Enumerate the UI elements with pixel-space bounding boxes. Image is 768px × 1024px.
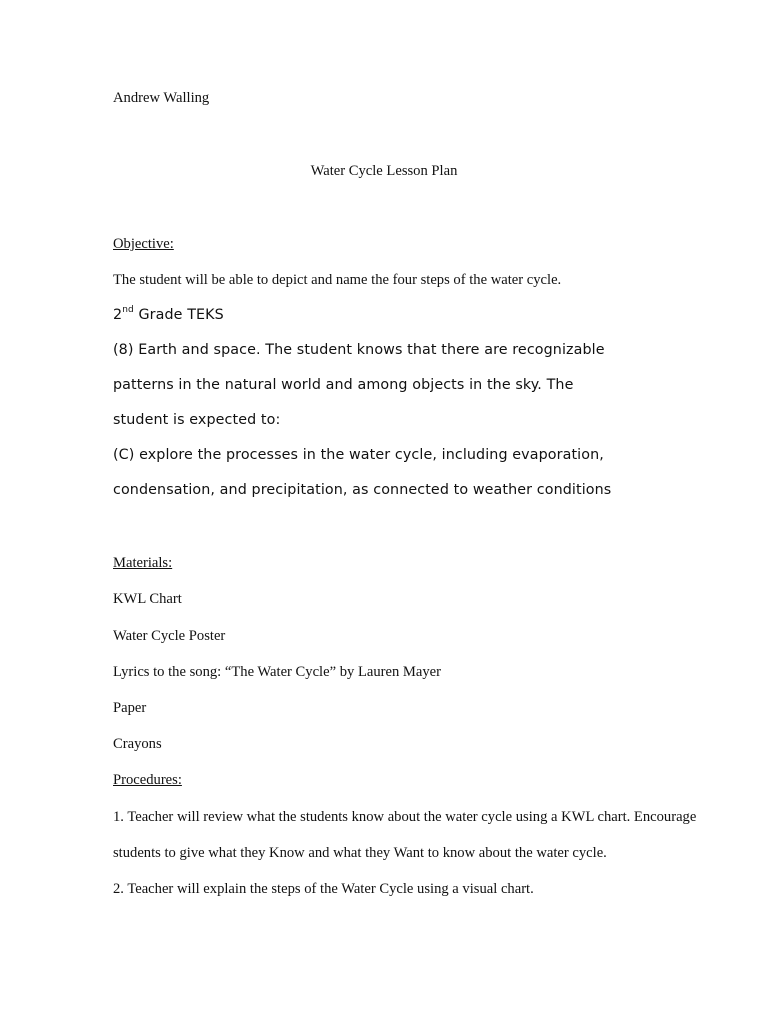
teks-grade-number: 2 [113, 307, 123, 323]
procedure-line: 2. Teacher will explain the steps of the Water Cycle using a visual chart. [113, 881, 534, 897]
teks-line: (8) Earth and space. The student knows that there are recognizable [113, 342, 605, 358]
material-item: Paper [113, 700, 147, 716]
teks-line: (C) explore the processes in the water cycle, including evaporation, [113, 447, 604, 463]
material-item: Crayons [113, 736, 162, 752]
objective-text: The student will be able to depict and name the four steps of the water cycle. [113, 272, 562, 288]
teks-grade-suffix: nd [122, 305, 134, 316]
document-title: Water Cycle Lesson Plan [310, 163, 458, 179]
objective-heading: Objective: [113, 236, 174, 252]
teks-line: condensation, and precipitation, as connected to weather conditions [113, 482, 612, 498]
materials-heading: Materials: [113, 555, 173, 571]
teks-grade-rest: Grade TEKS [133, 307, 224, 323]
procedures-heading: Procedures: [113, 772, 182, 788]
material-item: KWL Chart [113, 591, 182, 607]
teks-line: student is expected to: [113, 412, 281, 428]
procedure-line: 1. Teacher will review what the students know about the water cycle using a KWL chart. Encourage [113, 809, 697, 825]
teks-line: patterns in the natural world and among objects in the sky. The [113, 377, 574, 393]
material-item: Lyrics to the song: “The Water Cycle” by Lauren Mayer [113, 664, 442, 680]
teks-heading [113, 307, 224, 323]
material-item: Water Cycle Poster [113, 628, 226, 644]
procedure-line: students to give what they Know and what they Want to know about the water cycle. [113, 845, 607, 861]
author-name: Andrew Walling [113, 90, 210, 106]
